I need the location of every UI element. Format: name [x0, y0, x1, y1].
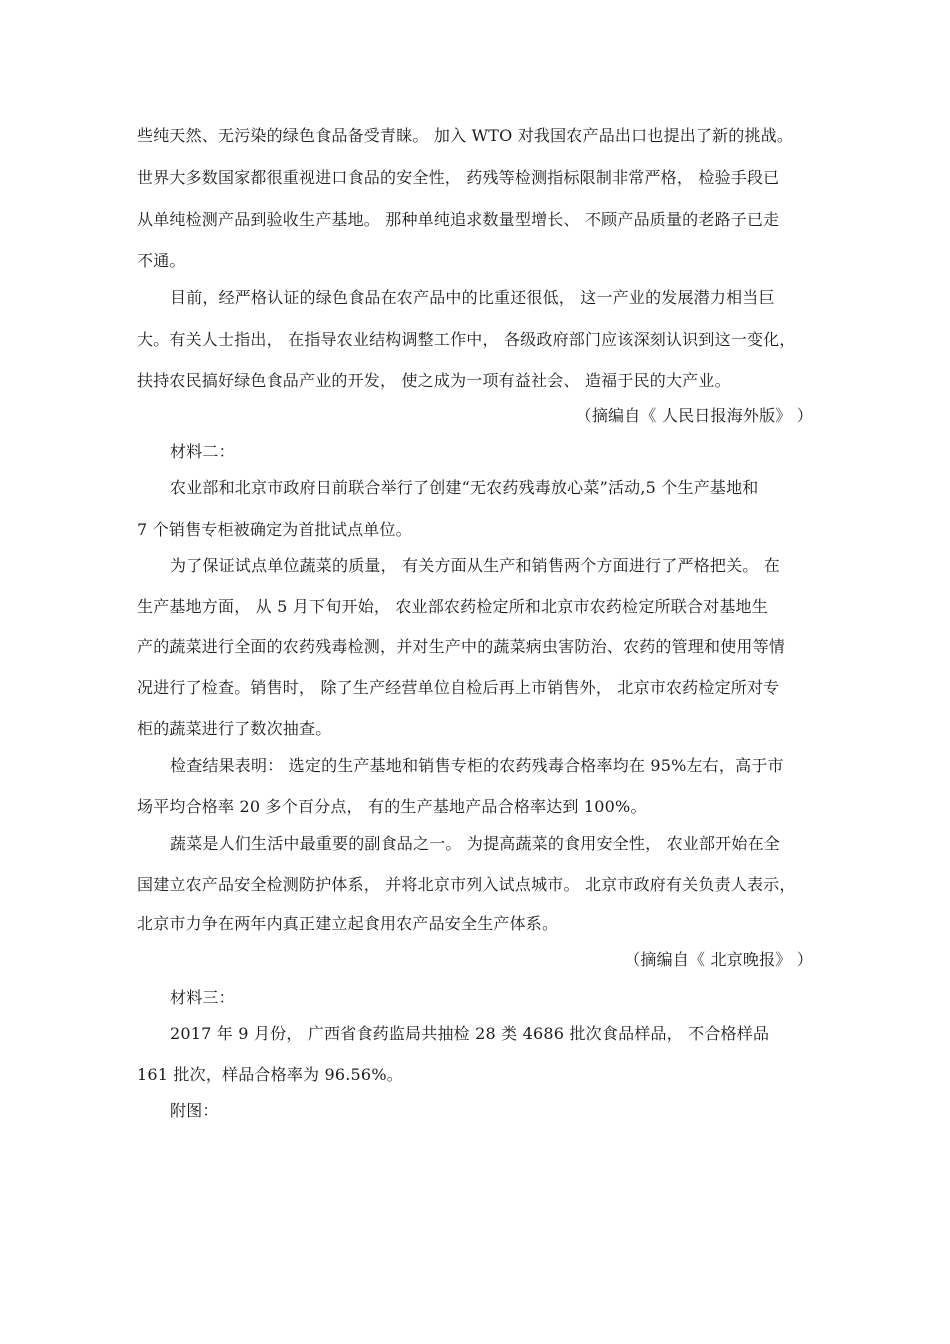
- source-citation: （摘编自《 北京晚报》 ）: [624, 950, 813, 969]
- paragraph-line: 为了保证试点单位蔬菜的质量， 有关方面从生产和销售两个方面进行了严格把关。 在: [170, 556, 780, 575]
- paragraph-line: 检查结果表明： 选定的生产基地和销售专柜的农药残毒合格率均在 95%左右，高于市: [170, 756, 784, 775]
- paragraph-line: 大。有关人士指出， 在指导农业结构调整工作中， 各级政府部门应该深刻认识到这一变化，: [137, 330, 796, 349]
- paragraph-line: 7 个销售专柜被确定为首批试点单位。: [137, 520, 412, 539]
- section-heading: 材料三：: [170, 988, 235, 1007]
- paragraph-line: 从单纯检测产品到验收生产基地。 那种单纯追求数量型增长、 不顾产品质量的老路子已走: [137, 210, 780, 229]
- paragraph-line: 柜的蔬菜进行了数次抽查。: [137, 719, 332, 738]
- paragraph-line: 场平均合格率 20 多个百分点， 有的生产基地产品合格率达到 100%。: [137, 797, 647, 816]
- paragraph-line: 不通。: [137, 251, 186, 270]
- figure-label: 附图：: [170, 1101, 219, 1120]
- paragraph-line: 生产基地方面， 从 5 月下旬开始， 农业部农药检定所和北京市农药检定所联合对基地生: [137, 597, 768, 616]
- paragraph-line: 国建立农产品安全检测防护体系， 并将北京市列入试点城市。 北京市政府有关负责人表示，: [137, 875, 796, 894]
- paragraph-line: 况进行了检查。销售时， 除了生产经营单位自检后再上市销售外， 北京市农药检定所对专: [137, 678, 780, 697]
- paragraph-line: 北京市力争在两年内真正建立起食用农产品安全生产体系。: [137, 914, 559, 933]
- paragraph-line: 扶持农民搞好绿色食品产业的开发， 使之成为一项有益社会、 造福于民的大产业。: [137, 371, 731, 390]
- paragraph-line: 些纯天然、无污染的绿色食品备受青睐。 加入 WTO 对我国农产品出口也提出了新的挑战。: [137, 126, 794, 145]
- paragraph-line: 农业部和北京市政府日前联合举行了创建“无农药残毒放心菜”活动,5 个生产基地和: [170, 478, 759, 497]
- paragraph-line: 目前，经严格认证的绿色食品在农产品中的比重还很低， 这一产业的发展潜力相当巨: [170, 288, 775, 307]
- paragraph-line: 161 批次，样品合格率为 96.56%。: [137, 1065, 403, 1084]
- paragraph-line: 世界大多数国家都很重视进口食品的安全性， 药残等检测指标限制非常严格， 检验手段已: [137, 168, 780, 187]
- paragraph-line: 产的蔬菜进行全面的农药残毒检测，并对生产中的蔬菜病虫害防治、农药的管理和使用等情: [137, 637, 786, 656]
- source-citation: （摘编自《 人民日报海外版》 ）: [575, 406, 813, 425]
- section-heading: 材料二：: [170, 442, 235, 461]
- paragraph-line: 蔬菜是人们生活中最重要的副食品之一。 为提高蔬菜的食用安全性， 农业部开始在全: [170, 834, 780, 853]
- paragraph-line: 2017 年 9 月份， 广西省食药监局共抽检 28 类 4686 批次食品样品， 不合格样品: [170, 1024, 770, 1043]
